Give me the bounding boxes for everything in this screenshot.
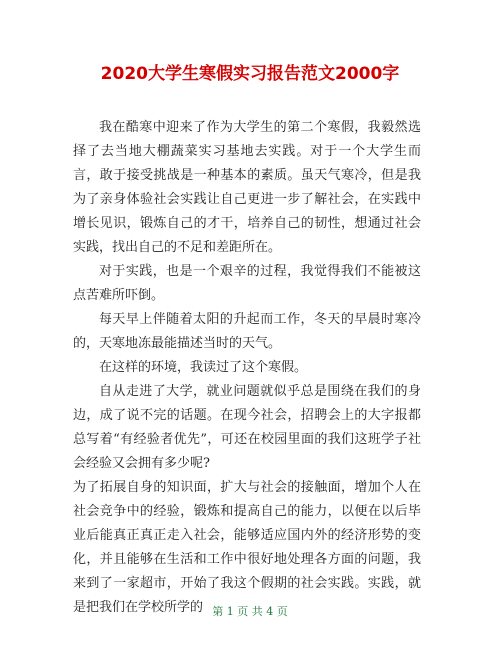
paragraph: 自从走进了大学，就业问题就似乎总是围绕在我们的身边，成了说不完的话题。在现今社会，招聘会上的大字报都总写着“有经验者优先”，可还在校园里面的我们这班学子社会经验又会拥有多少呢? [73,384,421,471]
paragraph: 每天早上伴随着太阳的升起而工作，冬天的早晨时寒冷的，天寒地冻最能描述当时的天气。 [73,312,421,351]
page-number: 第 1 页 共 4 页 [212,605,288,618]
paragraph: 我在酷寒中迎来了作为大学生的第二个寒假，我毅然选择了去当地大棚蔬菜实习基地去实践。对于一个大学生而言，敢于接受挑战是一种基本的素质。虽天气寒冷，但是我为了亲身体验社会实践让自己更进一步了解社会，在实践中增长见识，锻炼自己的才干，培养自己的韧性，想通过社会实践，找出自己的不足和差距所在。 [73,120,421,255]
paragraph: 为了拓展自身的知识面，扩大与社会的接触面，增加个人在社会竞争中的经验，锻炼和提高自己的能力，以便在以后毕业后能真正真正走入社会，能够适应国内外的经济形势的变化，并且能够在生活和工作中很好地处理各方面的问题，我来到了一家超市，开始了我这个假期的社会实践。实践，就是把我们在学校所学的 [73,480,421,615]
paragraph: 在这样的环境，我读过了这个寒假。 [99,360,308,375]
document-body [73,116,421,620]
paragraph: 对于实践，也是一个艰辛的过程，我觉得我们不能被这点苦难所吓倒。 [73,264,421,303]
document-title: 2020大学生寒假实习报告范文2000字 [100,64,400,84]
